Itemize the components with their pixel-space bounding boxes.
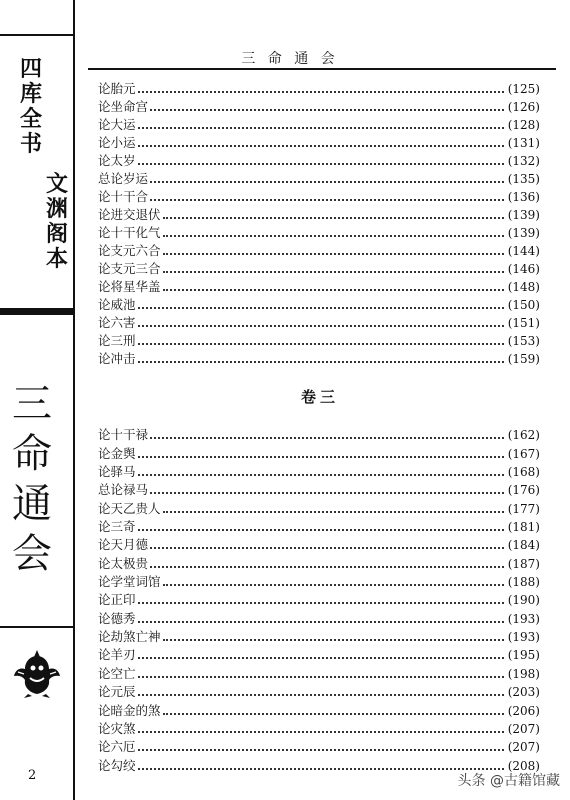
watermark-text: 头条 @古籍馆藏 [457,773,560,789]
toc-entry[interactable] [98,170,540,188]
dot-leader [163,235,504,237]
toc-entry[interactable] [98,188,540,206]
toc-entry[interactable] [98,499,540,517]
toc-entry-title: 论元辰 [98,684,136,700]
book-title-vertical [12,381,52,577]
dot-leader [138,163,504,165]
sidebar-rule-bottom [0,626,73,628]
toc-entry[interactable] [98,463,540,481]
toc-entry[interactable] [98,701,540,719]
toc-entry-page: (139) [507,208,540,222]
toc-entry[interactable] [98,591,540,609]
toc-entry[interactable] [98,426,540,444]
toc-entry-page: (144) [507,244,540,258]
toc-entry[interactable] [98,628,540,646]
toc-entry-page: (159) [507,352,540,366]
toc-entry[interactable] [98,206,540,224]
toc-entry-title: 论三奇 [98,519,136,535]
toc-entry-page: (207) [507,740,540,755]
toc-entry-page: (193) [507,611,540,626]
toc-entry[interactable] [98,332,540,350]
toc-entry-page: (150) [507,298,540,312]
toc-entry-page: (135) [507,172,540,186]
dot-leader [163,289,504,291]
toc-entry[interactable] [98,116,540,134]
dot-leader [163,217,504,219]
toc-entry-page: (153) [507,334,540,348]
dot-leader [138,694,504,696]
dot-leader [138,731,504,733]
dot-leader [150,199,504,201]
toc-entry[interactable] [98,242,540,260]
toc-entry-page: (208) [507,758,540,773]
book-title-char: 命 [12,431,52,477]
series-char: 阁 [46,221,69,247]
toc-entry[interactable] [98,481,540,499]
dot-leader [138,602,504,604]
dot-leader [138,145,504,147]
page-number: 2 [28,768,37,783]
toc-entry[interactable] [98,224,540,242]
toc-entry-title: 论金舆 [98,445,136,461]
toc-entry-title: 论德秀 [98,610,136,626]
book-title-char: 通 [12,481,52,527]
dot-leader [163,713,504,715]
dot-leader [138,307,504,309]
dot-leader [138,474,504,476]
toc-entry-page: (188) [507,575,540,590]
toc-entry-page: (190) [507,593,540,608]
toc-entry-title: 论学堂词馆 [98,574,161,590]
series-name-column-1 [20,58,42,155]
toc-entry-page: (139) [507,226,540,240]
toc-entry-page: (167) [507,446,540,461]
toc-entry[interactable] [98,554,540,572]
dot-leader [138,621,504,623]
toc-list-volume-2 [98,80,540,368]
dot-leader [163,253,504,255]
toc-entry-title: 总论禄马 [98,482,149,498]
series-char: 全 [20,106,43,132]
toc-entry[interactable] [98,98,540,116]
toc-entry[interactable] [98,80,540,98]
toc-entry-page: (128) [507,118,540,132]
dot-leader [138,325,504,327]
toc-entry-page: (132) [507,154,540,168]
toc-entry[interactable] [98,152,540,170]
toc-entry-title: 论天乙贵人 [98,500,161,516]
toc-entry-title: 论冲击 [98,351,136,366]
toc-entry-page: (176) [507,483,540,498]
series-char: 四 [20,56,43,82]
toc-entry-title: 论支元六合 [98,243,161,258]
dot-leader [138,343,504,345]
toc-entry-page: (148) [507,280,540,294]
series-char: 渊 [46,196,69,222]
toc-entry[interactable] [98,609,540,627]
dot-leader [163,511,504,513]
toc-entry-title: 论驿马 [98,464,136,480]
toc-entry[interactable] [98,278,540,296]
toc-entry[interactable] [98,664,540,682]
toc-entry-page: (206) [507,703,540,718]
toc-entry-page: (181) [507,520,540,535]
dot-leader [138,676,504,678]
toc-entry[interactable] [98,573,540,591]
toc-entry-title: 论六害 [98,315,136,330]
book-title-char: 会 [12,531,52,577]
toc-entry-title: 总论岁运 [98,171,149,186]
toc-entry[interactable] [98,536,540,554]
dot-leader [150,492,504,494]
toc-entry-page: (184) [507,538,540,553]
toc-entry-title: 论威池 [98,297,136,312]
section-heading: 卷三 [300,388,340,406]
series-name-column-2 [46,173,68,270]
toc-entry-page: (177) [507,501,540,516]
toc-entry-title: 论坐命宫 [98,99,149,114]
dot-leader [150,547,504,549]
toc-entry-title: 论胎元 [98,81,136,96]
toc-entry-title: 论十干合 [98,189,149,204]
toc-entry-title: 论羊刃 [98,647,136,663]
toc-entry-page: (162) [507,428,540,443]
toc-entry-page: (187) [507,556,540,571]
dot-leader [138,768,504,770]
series-char: 本 [46,246,69,272]
series-char: 文 [46,171,69,197]
running-header-title: 三 命 通 会 [241,51,339,67]
toc-entry[interactable] [98,518,540,536]
dot-leader [150,181,504,183]
toc-entry-title: 论小运 [98,135,136,150]
toc-entry-title: 论天月德 [98,537,149,553]
toc-entry-title: 论十干禄 [98,427,149,443]
toc-entry-page: (193) [507,630,540,645]
toc-entry-page: (151) [507,316,540,330]
toc-entry-page: (198) [507,666,540,681]
series-char: 书 [20,131,43,157]
toc-entry-page: (146) [507,262,540,276]
toc-entry-title: 论十干化气 [98,225,161,240]
dot-leader [138,749,504,751]
toc-entry[interactable] [98,444,540,462]
toc-entry-page: (136) [507,190,540,204]
toc-entry-title: 论支元三合 [98,261,161,276]
toc-entry-title: 论六厄 [98,739,136,755]
toc-entry[interactable] [98,296,540,314]
toc-entry-title: 论太极贵 [98,555,149,571]
dot-leader [138,657,504,659]
bird-emblem-icon [10,648,64,698]
toc-entry-page: (195) [507,648,540,663]
toc-entry[interactable] [98,646,540,664]
dot-leader [150,437,504,439]
toc-entry-page: (131) [507,136,540,150]
toc-entry-page: (203) [507,685,540,700]
book-title-char: 三 [12,381,52,427]
series-char: 库 [20,81,43,107]
toc-entry-title: 论灾煞 [98,720,136,736]
sidebar-rule-top [0,34,73,36]
dot-leader [138,529,504,531]
toc-entry-page: (126) [507,100,540,114]
toc-entry-title: 论进交退伏 [98,207,161,222]
toc-entry-title: 论将星华盖 [98,279,161,294]
header-rule [88,68,556,70]
dot-leader [138,361,504,363]
toc-entry-page: (168) [507,465,540,480]
toc-entry-page: (207) [507,721,540,736]
toc-entry-title: 论大运 [98,117,136,132]
dot-leader [150,109,504,111]
toc-entry-title: 论空亡 [98,665,136,681]
toc-entry[interactable] [98,260,540,278]
toc-entry-title: 论正印 [98,592,136,608]
toc-list-volume-3 [98,426,540,775]
dot-leader [150,566,504,568]
toc-entry-page: (125) [507,82,540,96]
sidebar-rule-middle [0,308,73,315]
toc-entry[interactable] [98,350,540,368]
toc-entry-title: 论劫煞亡神 [98,629,161,645]
dot-leader [163,271,504,273]
toc-entry[interactable] [98,683,540,701]
dot-leader [138,456,504,458]
toc-entry-title: 论勾绞 [98,757,136,773]
dot-leader [138,91,504,93]
toc-entry-title: 论三刑 [98,333,136,348]
toc-entry-title: 论暗金的煞 [98,702,161,718]
toc-entry[interactable] [98,720,540,738]
toc-entry-title: 论太岁 [98,153,136,168]
dot-leader [138,127,504,129]
toc-entry[interactable] [98,314,540,332]
toc-entry[interactable] [98,738,540,756]
dot-leader [163,584,504,586]
dot-leader [163,639,504,641]
left-sidebar [0,0,75,800]
toc-entry[interactable] [98,134,540,152]
